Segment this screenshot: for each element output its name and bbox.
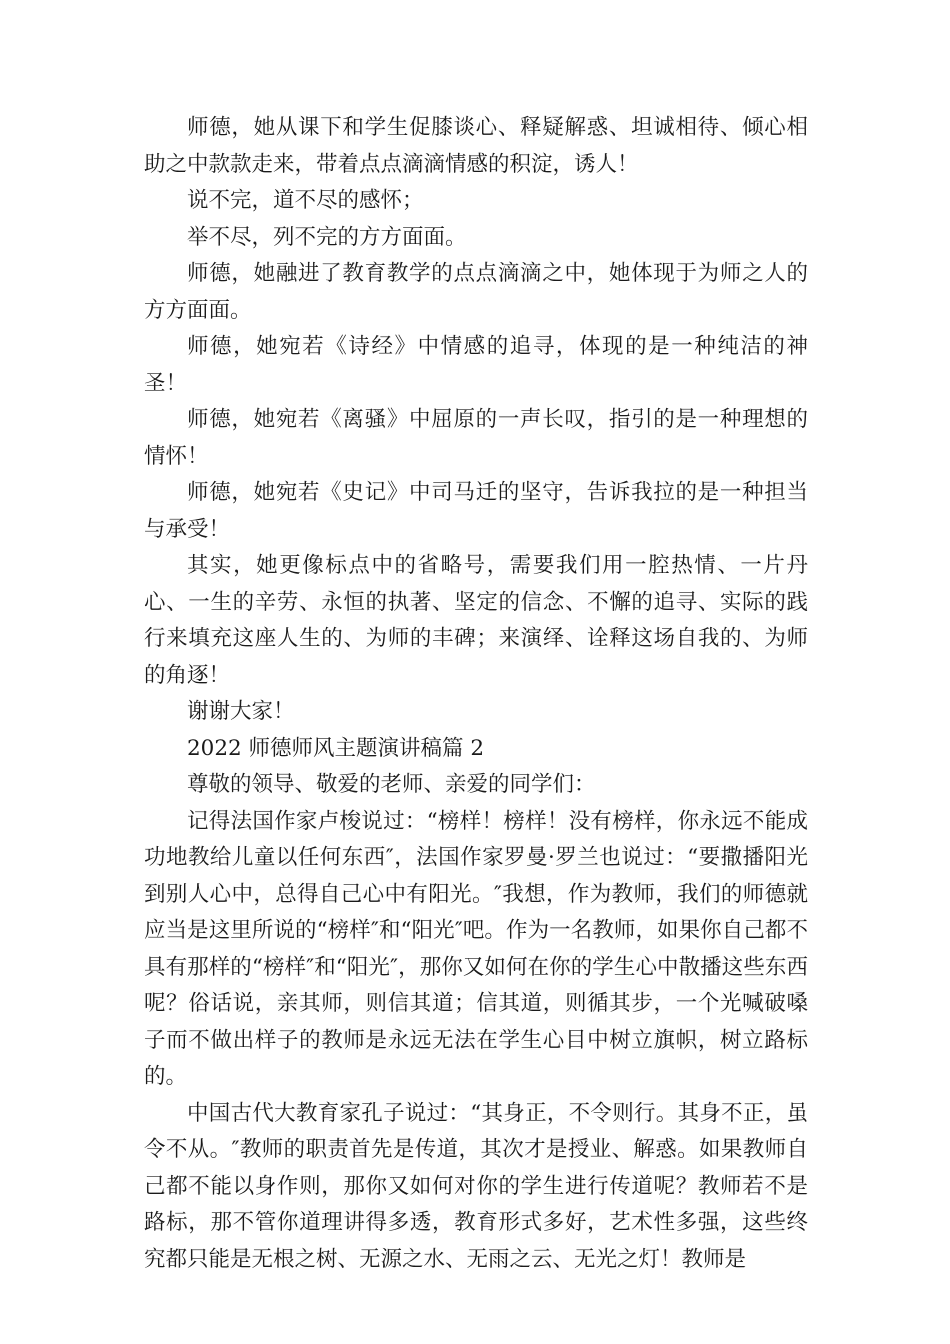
paragraph-4: 师德，她融进了教育教学的点点滴滴之中，她体现于为师之人的方方面面。 bbox=[144, 261, 808, 323]
paragraph-12: 记得法国作家卢梭说过：“榜样！榜样！没有榜样，你永远不能成功地教给儿童以任何东西″，法国作家罗曼·罗兰也说过：“要撒播阳光到别人心中，总得自己心中有阳光。″我想，作为教师，我们的师德就应当是这里所说的“榜样″和“阳光″吧。作为一名教师，如果你自己都不具有那样的“榜样″和“阳光″，那你又如何在你的学生心中散播这些东西呢？俗话说，亲其师，则信其道；信其道，则循其步，一个光喊破嗓子而不做出样子的教师是永远无法在学生心目中树立旗帜，树立路标的。 bbox=[144, 808, 808, 1089]
paragraph-9: 谢谢大家！ bbox=[187, 699, 295, 724]
document-body bbox=[144, 110, 808, 1278]
paragraph-13: 中国古代大教育家孔子说过：“其身正，不令则行。其身不正，虽令不从。″教师的职责首先是传道，其次才是授业、解惑。如果教师自己都不能以身作则，那你又如何对你的学生进行传道呢？教师若不是路标，那不管你道理讲得多透，教育形式多好，艺术性多强，这些终究都只能是无根之树、无源之水、无雨之云、无光之灯！教师是 bbox=[144, 1100, 808, 1272]
paragraph-7: 师德，她宛若《史记》中司马迁的坚守，告诉我拉的是一种担当与承受！ bbox=[144, 480, 808, 542]
paragraph-3: 举不尽，列不完的方方面面。 bbox=[187, 224, 467, 250]
paragraph-6: 师德，她宛若《离骚》中屈原的一声长叹，指引的是一种理想的情怀！ bbox=[144, 407, 808, 469]
section-heading: 2022 师德师风主题演讲稿篇 2 bbox=[187, 735, 485, 761]
salutation: 尊敬的领导、敬爱的老师、亲爱的同学们： bbox=[187, 772, 596, 797]
paragraph-1: 师德，她从课下和学生促膝谈心、释疑解惑、坦诚相待、倾心相助之中款款走来，带着点点滴滴情感的积淀，诱人！ bbox=[144, 115, 808, 177]
paragraph-8: 其实，她更像标点中的省略号，需要我们用一腔热情、一片丹心、一生的辛劳、永恒的执著、坚定的信念、不懈的追寻、实际的践行来填充这座人生的、为师的丰碑；来演绎、诠释这场自我的、为师的角逐！ bbox=[144, 553, 808, 688]
paragraph-5: 师德，她宛若《诗经》中情感的追寻，体现的是一种纯洁的神圣！ bbox=[144, 334, 808, 396]
paragraph-2: 说不完，道不尽的感怀； bbox=[187, 188, 424, 213]
